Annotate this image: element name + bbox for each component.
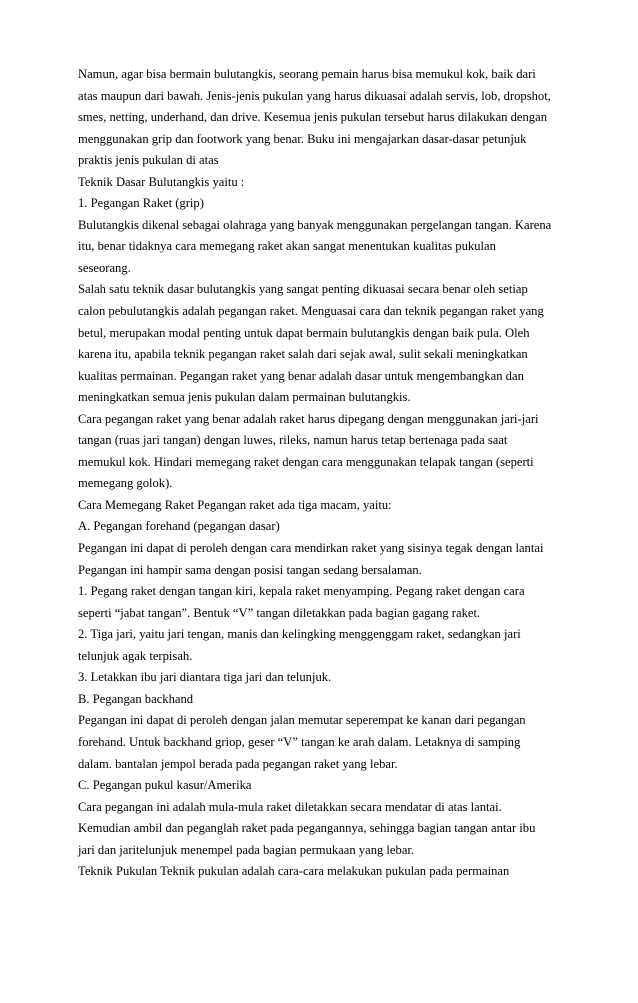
- text-line: menggunakan grip dan footwork yang benar. Buku ini mengajarkan dasar-dasar petunjuk: [78, 131, 527, 146]
- text-line: itu, benar tidaknya cara memegang raket akan sangat menentukan kualitas pukulan: [78, 239, 496, 254]
- text-line: forehand. Untuk backhand griop, geser “V” tangan ke arah dalam. Letaknya di samping: [78, 734, 521, 749]
- text-line: karena itu, apabila teknik pegangan raket salah dari sejak awal, sulit sekali meningkatkan: [78, 347, 528, 362]
- document-body: [78, 64, 578, 883]
- text-line: Cara pegangan ini adalah mula-mula raket diletakkan secara mendatar di atas lantai.: [78, 799, 502, 814]
- text-line: jari dan jaritelunjuk menempel pada bagian permukaan yang lebar.: [78, 842, 415, 857]
- text-line: B. Pegangan backhand: [78, 691, 194, 706]
- text-line: Salah satu teknik dasar bulutangkis yang sangat penting dikuasai secara benar oleh setiap: [78, 282, 528, 297]
- text-line: memukul kok. Hindari memegang raket dengan cara menggunakan telapak tangan (seperti: [78, 454, 534, 469]
- text-line: 1. Pegang raket dengan tangan kiri, kepala raket menyamping. Pegang raket dengan cara: [78, 584, 525, 599]
- text-line: Pegangan ini hampir sama dengan posisi tangan sedang bersalaman.: [78, 562, 422, 577]
- text-line: calon pebulutangkis adalah pegangan raket. Menguasai cara dan teknik pegangan raket yang: [78, 304, 544, 319]
- text-line: Teknik Dasar Bulutangkis yaitu :: [78, 174, 245, 189]
- text-line: C. Pegangan pukul kasur/Amerika: [78, 778, 252, 793]
- text-line: Namun, agar bisa bermain bulutangkis, seorang pemain harus bisa memukul kok, baik dari: [78, 67, 536, 81]
- text-line: dalam. bantalan jempol berada pada pegangan raket yang lebar.: [78, 756, 398, 771]
- text-line: meningkatkan semua jenis pukulan dalam permainan bulutangkis.: [78, 390, 411, 405]
- text-line: Cara pegangan raket yang benar adalah raket harus dipegang dengan menggunakan jari-jari: [78, 411, 539, 426]
- text-line: smes, netting, underhand, dan drive. Kesemua jenis pukulan tersebut harus dilakukan dengan: [78, 110, 547, 125]
- text-line: atas maupun dari bawah. Jenis-jenis pukulan yang harus dikuasai adalah servis, lob, dropshot,: [78, 88, 551, 103]
- text-line: A. Pegangan forehand (pegangan dasar): [78, 519, 280, 534]
- text-line: tangan (ruas jari tangan) dengan luwes, rileks, namun harus tetap bertenaga pada saat: [78, 433, 508, 448]
- text-line: Cara Memegang Raket Pegangan raket ada tiga macam, yaitu:: [78, 497, 392, 512]
- text-line: kualitas permainan. Pegangan raket yang benar adalah dasar untuk mengembangkan dan: [78, 368, 524, 383]
- text-line: seperti “jabat tangan”. Bentuk “V” tangan diletakkan pada bagian gagang raket.: [78, 605, 481, 620]
- text-line: betul, merupakan modal penting untuk dapat bermain bulutangkis dengan baik pula. Oleh: [78, 325, 530, 340]
- text-line: memegang golok).: [78, 476, 173, 491]
- text-line: Pegangan ini dapat di peroleh dengan jalan memutar seperempat ke kanan dari pegangan: [78, 713, 526, 728]
- text-line: Pegangan ini dapat di peroleh dengan cara mendirkan raket yang sisinya tegak dengan lantai: [78, 541, 544, 556]
- text-line: telunjuk agak terpisah.: [78, 648, 193, 663]
- text-line: 3. Letakkan ibu jari diantara tiga jari dan telunjuk.: [78, 670, 332, 685]
- text-line: seseorang.: [78, 260, 131, 275]
- text-line: 1. Pegangan Raket (grip): [78, 196, 204, 211]
- text-line: Kemudian ambil dan peganglah raket pada pegangannya, sehingga bagian tangan antar ibu: [78, 821, 536, 836]
- text-line: Teknik Pukulan Teknik pukulan adalah cara-cara melakukan pukulan pada permainan: [78, 864, 510, 879]
- text-line: Bulutangkis dikenal sebagai olahraga yang banyak menggunakan pergelangan tangan. Karena: [78, 217, 552, 232]
- text-line: praktis jenis pukulan di atas: [78, 153, 219, 168]
- text-line: 2. Tiga jari, yaitu jari tengan, manis dan kelingking menggenggam raket, sedangkan jari: [78, 627, 521, 642]
